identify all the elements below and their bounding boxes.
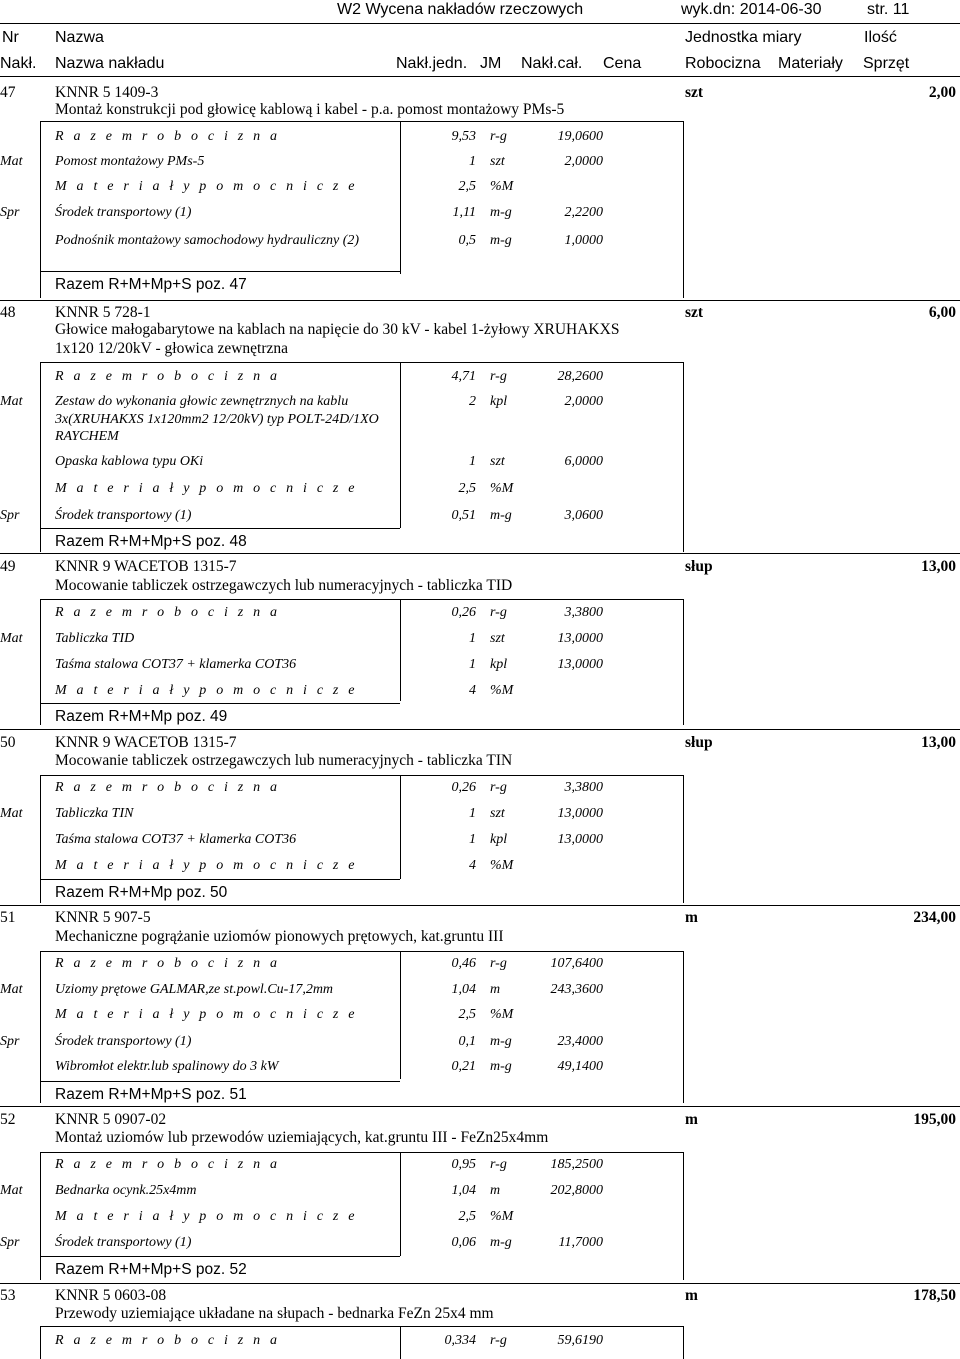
resource-name: M a t e r i a ł y p o m o c n i c z e bbox=[55, 1209, 358, 1224]
resource-norm: 0,334 bbox=[444, 1333, 476, 1348]
resource-total: 3,3800 bbox=[564, 605, 603, 620]
position-description: Przewody uziemiające układane na słupach - bednarka FeZn 25x4 mm bbox=[55, 1305, 494, 1322]
resource-name: R a z e m r o b o c i z n a bbox=[55, 129, 281, 144]
position-description: 1x120 12/20kV - głowica zewnętrzna bbox=[55, 340, 289, 357]
resource-total: 6,0000 bbox=[564, 454, 603, 469]
resource-box-right bbox=[683, 1326, 684, 1359]
resource-name: M a t e r i a ł y p o m o c n i c z e bbox=[55, 683, 358, 698]
resource-total: 13,0000 bbox=[557, 832, 603, 847]
report-title: W2 Wycena nakładów rzeczowych bbox=[337, 1, 584, 18]
resource-category: Spr bbox=[0, 205, 20, 220]
position-quantity: 13,00 bbox=[921, 558, 956, 575]
position-description: Mechaniczne pogrążanie uziomów pionowych prętowych, kat.gruntu III bbox=[55, 928, 504, 945]
resource-jm: r-g bbox=[490, 129, 507, 144]
position-unit: słup bbox=[685, 734, 713, 751]
resource-jm: szt bbox=[490, 154, 505, 169]
resource-box-left bbox=[40, 1152, 41, 1280]
position-unit: szt bbox=[685, 84, 704, 101]
position-summary: Razem R+M+Mp+S poz. 51 bbox=[55, 1086, 247, 1103]
resource-jm: r-g bbox=[490, 605, 507, 620]
position-quantity: 2,00 bbox=[928, 84, 956, 101]
resource-norm: 4 bbox=[469, 858, 476, 873]
position-number: 52 bbox=[0, 1111, 16, 1128]
position-number: 47 bbox=[0, 84, 16, 101]
position-separator bbox=[0, 1106, 960, 1107]
resource-box-left bbox=[40, 1326, 41, 1359]
resource-jm: kpl bbox=[490, 657, 508, 672]
resource-jm: r-g bbox=[490, 1157, 507, 1172]
resource-box-top bbox=[40, 599, 683, 600]
resource-jm: %M bbox=[490, 858, 514, 873]
resource-box-mid bbox=[400, 1152, 401, 1256]
resource-name: Wibromłot elektr.lub spalinowy do 3 kW bbox=[55, 1059, 279, 1074]
resource-box-right bbox=[683, 775, 684, 903]
resource-jm: %M bbox=[490, 683, 514, 698]
header-top-rule bbox=[0, 23, 960, 24]
resource-name: Tabliczka TIN bbox=[55, 806, 134, 821]
position-description: Montaż konstrukcji pod głowicę kablową i kabel - p.a. pomost montażowy PMs-5 bbox=[55, 101, 565, 118]
summary-rule bbox=[40, 1256, 400, 1257]
summary-rule bbox=[40, 271, 400, 272]
resource-jm: %M bbox=[490, 481, 514, 496]
resource-jm: %M bbox=[490, 179, 514, 194]
position-unit: słup bbox=[685, 558, 713, 575]
resource-name-cont: RAYCHEM bbox=[55, 429, 119, 444]
resource-jm: szt bbox=[490, 454, 505, 469]
resource-total: 107,6400 bbox=[550, 956, 603, 971]
resource-name: Środek transportowy (1) bbox=[55, 205, 192, 220]
resource-name: Tabliczka TID bbox=[55, 631, 135, 646]
resource-name: Uziomy prętowe GALMAR,ze st.powl.Cu-17,2mm bbox=[55, 982, 334, 997]
resource-box-mid bbox=[400, 1326, 401, 1359]
resource-name: R a z e m r o b o c i z n a bbox=[55, 369, 281, 384]
position-summary: Razem R+M+Mp+S poz. 52 bbox=[55, 1261, 247, 1278]
resource-total: 11,7000 bbox=[558, 1235, 603, 1250]
position-number: 53 bbox=[0, 1287, 16, 1304]
resource-name: Środek transportowy (1) bbox=[55, 1034, 192, 1049]
position-quantity: 178,50 bbox=[913, 1287, 956, 1304]
resource-name: Środek transportowy (1) bbox=[55, 508, 192, 523]
resource-norm: 1 bbox=[469, 154, 476, 169]
resource-jm: m-g bbox=[490, 508, 512, 523]
position-number: 48 bbox=[0, 304, 16, 321]
summary-rule bbox=[40, 1081, 400, 1082]
position-summary: Razem R+M+Mp poz. 49 bbox=[55, 708, 228, 725]
resource-norm: 1,04 bbox=[451, 1183, 476, 1198]
resource-jm: szt bbox=[490, 631, 505, 646]
resource-category: Mat bbox=[0, 1183, 23, 1198]
position-description: Mocowanie tabliczek ostrzegawczych lub numeracyjnych - tabliczka TID bbox=[55, 577, 513, 594]
resource-box-top bbox=[40, 951, 683, 952]
resource-norm: 0,26 bbox=[451, 605, 476, 620]
resource-jm: r-g bbox=[490, 956, 507, 971]
summary-rule bbox=[40, 528, 400, 529]
resource-jm: m-g bbox=[490, 1059, 512, 1074]
resource-total: 2,0000 bbox=[564, 394, 603, 409]
page-number: str. 11 bbox=[867, 1, 910, 18]
resource-jm: m-g bbox=[490, 205, 512, 220]
resource-total: 28,2600 bbox=[557, 369, 603, 384]
position-separator bbox=[0, 729, 960, 730]
position-number: 51 bbox=[0, 909, 16, 926]
resource-name: R a z e m r o b o c i z n a bbox=[55, 605, 281, 620]
summary-rule bbox=[40, 879, 400, 880]
col-nakl-cal: Nakł.cał. bbox=[521, 55, 583, 72]
resource-norm: 1,04 bbox=[451, 982, 476, 997]
resource-name: Pomost montażowy PMs-5 bbox=[55, 154, 205, 169]
col-nakl-jedn: Nakł.jedn. bbox=[396, 55, 468, 72]
resource-total: 13,0000 bbox=[557, 631, 603, 646]
position-code: KNNR 5 728-1 bbox=[55, 304, 151, 321]
resource-norm: 4 bbox=[469, 683, 476, 698]
resource-norm: 0,21 bbox=[451, 1059, 476, 1074]
header-bottom-rule bbox=[0, 76, 960, 77]
resource-category: Mat bbox=[0, 631, 23, 646]
report-date: wyk.dn: 2014-06-30 bbox=[681, 1, 822, 18]
position-summary: Razem R+M+Mp poz. 50 bbox=[55, 884, 228, 901]
position-unit: m bbox=[685, 1111, 698, 1128]
resource-box-left bbox=[40, 775, 41, 903]
position-number: 49 bbox=[0, 558, 16, 575]
resource-total: 1,0000 bbox=[564, 233, 603, 248]
resource-box-top bbox=[40, 362, 683, 363]
position-description: Montaż uziomów lub przewodów uziemiających, kat.gruntu III - FeZn25x4mm bbox=[55, 1129, 549, 1146]
resource-category: Spr bbox=[0, 508, 20, 523]
resource-total: 202,8000 bbox=[550, 1183, 603, 1198]
resource-box-left bbox=[40, 599, 41, 725]
position-separator bbox=[0, 553, 960, 554]
resource-box-right bbox=[683, 599, 684, 725]
position-separator bbox=[0, 905, 960, 906]
position-quantity: 13,00 bbox=[921, 734, 956, 751]
resource-box-top bbox=[40, 775, 683, 776]
resource-norm: 9,53 bbox=[451, 129, 476, 144]
col-robocizna: Robocizna bbox=[685, 55, 761, 72]
resource-box-right bbox=[683, 951, 684, 1103]
resource-name: Zestaw do wykonania głowic zewnętrznych na kablu bbox=[55, 394, 349, 409]
resource-total: 243,3600 bbox=[550, 982, 603, 997]
resource-norm: 1 bbox=[469, 454, 476, 469]
resource-total: 49,1400 bbox=[557, 1059, 603, 1074]
resource-name: Opaska kablowa typu OKi bbox=[55, 454, 204, 469]
resource-total: 2,2200 bbox=[564, 205, 603, 220]
resource-name: M a t e r i a ł y p o m o c n i c z e bbox=[55, 179, 358, 194]
position-unit: m bbox=[685, 909, 698, 926]
col-nr: Nr bbox=[2, 29, 19, 46]
resource-box-top bbox=[40, 1326, 683, 1327]
col-nazwa: Nazwa bbox=[55, 29, 104, 46]
position-summary: Razem R+M+Mp+S poz. 47 bbox=[55, 276, 247, 293]
resource-total: 185,2500 bbox=[550, 1157, 603, 1172]
resource-total: 13,0000 bbox=[557, 806, 603, 821]
resource-total: 59,6190 bbox=[557, 1333, 603, 1348]
resource-category: Spr bbox=[0, 1235, 20, 1250]
resource-total: 13,0000 bbox=[557, 657, 603, 672]
resource-total: 19,0600 bbox=[557, 129, 603, 144]
position-quantity: 6,00 bbox=[928, 304, 956, 321]
position-separator bbox=[0, 1283, 960, 1284]
resource-box-top bbox=[40, 1152, 683, 1153]
col-nazwa-nakladu: Nazwa nakładu bbox=[55, 55, 165, 72]
resource-name: M a t e r i a ł y p o m o c n i c z e bbox=[55, 1007, 358, 1022]
position-quantity: 195,00 bbox=[913, 1111, 956, 1128]
resource-name: Taśma stalowa COT37 + klamerka COT36 bbox=[55, 832, 297, 847]
position-description: Mocowanie tabliczek ostrzegawczych lub numeracyjnych - tabliczka TIN bbox=[55, 752, 513, 769]
resource-jm: m-g bbox=[490, 1235, 512, 1250]
resource-jm: m bbox=[490, 1183, 501, 1198]
resource-norm: 1 bbox=[469, 832, 476, 847]
resource-jm: szt bbox=[490, 806, 505, 821]
resource-total: 2,0000 bbox=[564, 154, 603, 169]
resource-category: Mat bbox=[0, 982, 23, 997]
resource-name: Bednarka ocynk.25x4mm bbox=[55, 1183, 197, 1198]
resource-norm: 1 bbox=[469, 631, 476, 646]
col-nakl: Nakł. bbox=[0, 55, 37, 72]
resource-norm: 0,95 bbox=[451, 1157, 476, 1172]
position-number: 50 bbox=[0, 734, 16, 751]
resource-jm: m-g bbox=[490, 1034, 512, 1049]
resource-box-left bbox=[40, 362, 41, 552]
position-code: KNNR 5 0603-08 bbox=[55, 1287, 167, 1304]
resource-jm: m bbox=[490, 982, 501, 997]
resource-norm: 2,5 bbox=[458, 1007, 476, 1022]
resource-jm: r-g bbox=[490, 1333, 507, 1348]
resource-norm: 1 bbox=[469, 806, 476, 821]
col-jednostka: Jednostka miary bbox=[685, 29, 802, 46]
resource-box-mid bbox=[400, 362, 401, 528]
position-quantity: 234,00 bbox=[913, 909, 956, 926]
resource-norm: 2,5 bbox=[458, 481, 476, 496]
col-cena: Cena bbox=[603, 55, 642, 72]
resource-jm: r-g bbox=[490, 369, 507, 384]
col-ilosc: Ilość bbox=[864, 29, 897, 46]
resource-box-right bbox=[683, 362, 684, 552]
resource-total: 3,0600 bbox=[564, 508, 603, 523]
resource-name: Środek transportowy (1) bbox=[55, 1235, 192, 1250]
position-description: Głowice małogabarytowe na kablach na napięcie do 30 kV - kabel 1-żyłowy XRUHAKXS bbox=[55, 321, 620, 338]
resource-total: 23,4000 bbox=[557, 1034, 603, 1049]
resource-jm: kpl bbox=[490, 394, 508, 409]
resource-category: Mat bbox=[0, 394, 23, 409]
resource-norm: 1,11 bbox=[452, 205, 476, 220]
position-unit: szt bbox=[685, 304, 704, 321]
resource-category: Spr bbox=[0, 1034, 20, 1049]
resource-box-mid bbox=[400, 599, 401, 701]
resource-box-right bbox=[683, 121, 684, 298]
resource-norm: 0,06 bbox=[451, 1235, 476, 1250]
resource-box-mid bbox=[400, 121, 401, 274]
resource-name: M a t e r i a ł y p o m o c n i c z e bbox=[55, 481, 358, 496]
resource-box-mid bbox=[400, 951, 401, 1079]
resource-norm: 0,46 bbox=[451, 956, 476, 971]
resource-norm: 0,51 bbox=[451, 508, 476, 523]
position-code: KNNR 5 907-5 bbox=[55, 909, 151, 926]
resource-name: Podnośnik montażowy samochodowy hydrauliczny (2) bbox=[55, 233, 360, 248]
resource-norm: 0,5 bbox=[458, 233, 476, 248]
resource-name: M a t e r i a ł y p o m o c n i c z e bbox=[55, 858, 358, 873]
resource-jm: %M bbox=[490, 1007, 514, 1022]
col-jm: JM bbox=[480, 55, 502, 72]
resource-norm: 4,71 bbox=[451, 369, 476, 384]
resource-name: R a z e m r o b o c i z n a bbox=[55, 1157, 281, 1172]
position-code: KNNR 9 WACETOB 1315-7 bbox=[55, 734, 237, 751]
resource-name: R a z e m r o b o c i z n a bbox=[55, 956, 281, 971]
resource-name: R a z e m r o b o c i z n a bbox=[55, 1333, 281, 1348]
resource-name: Taśma stalowa COT37 + klamerka COT36 bbox=[55, 657, 297, 672]
resource-box-top bbox=[40, 121, 683, 122]
position-separator bbox=[0, 300, 960, 301]
resource-norm: 1 bbox=[469, 657, 476, 672]
summary-rule bbox=[40, 703, 400, 704]
position-code: KNNR 5 1409-3 bbox=[55, 84, 159, 101]
resource-category: Mat bbox=[0, 154, 23, 169]
position-summary: Razem R+M+Mp+S poz. 48 bbox=[55, 533, 247, 550]
resource-box-mid bbox=[400, 775, 401, 879]
resource-norm: 0,26 bbox=[451, 780, 476, 795]
resource-norm: 2,5 bbox=[458, 1209, 476, 1224]
resource-norm: 0,1 bbox=[458, 1034, 476, 1049]
resource-category: Mat bbox=[0, 806, 23, 821]
resource-norm: 2,5 bbox=[458, 179, 476, 194]
col-sprzet: Sprzęt bbox=[863, 55, 910, 72]
position-code: KNNR 5 0907-02 bbox=[55, 1111, 167, 1128]
resource-name: R a z e m r o b o c i z n a bbox=[55, 780, 281, 795]
resource-jm: m-g bbox=[490, 233, 512, 248]
resource-jm: r-g bbox=[490, 780, 507, 795]
position-code: KNNR 9 WACETOB 1315-7 bbox=[55, 558, 237, 575]
resource-jm: kpl bbox=[490, 832, 508, 847]
resource-total: 3,3800 bbox=[564, 780, 603, 795]
position-unit: m bbox=[685, 1287, 698, 1304]
resource-name-cont: 3x(XRUHAKXS 1x120mm2 12/20kV) typ POLT-24D/1XO bbox=[55, 412, 379, 427]
resource-jm: %M bbox=[490, 1209, 514, 1224]
resource-box-right bbox=[683, 1152, 684, 1280]
resource-norm: 2 bbox=[469, 394, 476, 409]
col-materialy: Materiały bbox=[778, 55, 843, 72]
